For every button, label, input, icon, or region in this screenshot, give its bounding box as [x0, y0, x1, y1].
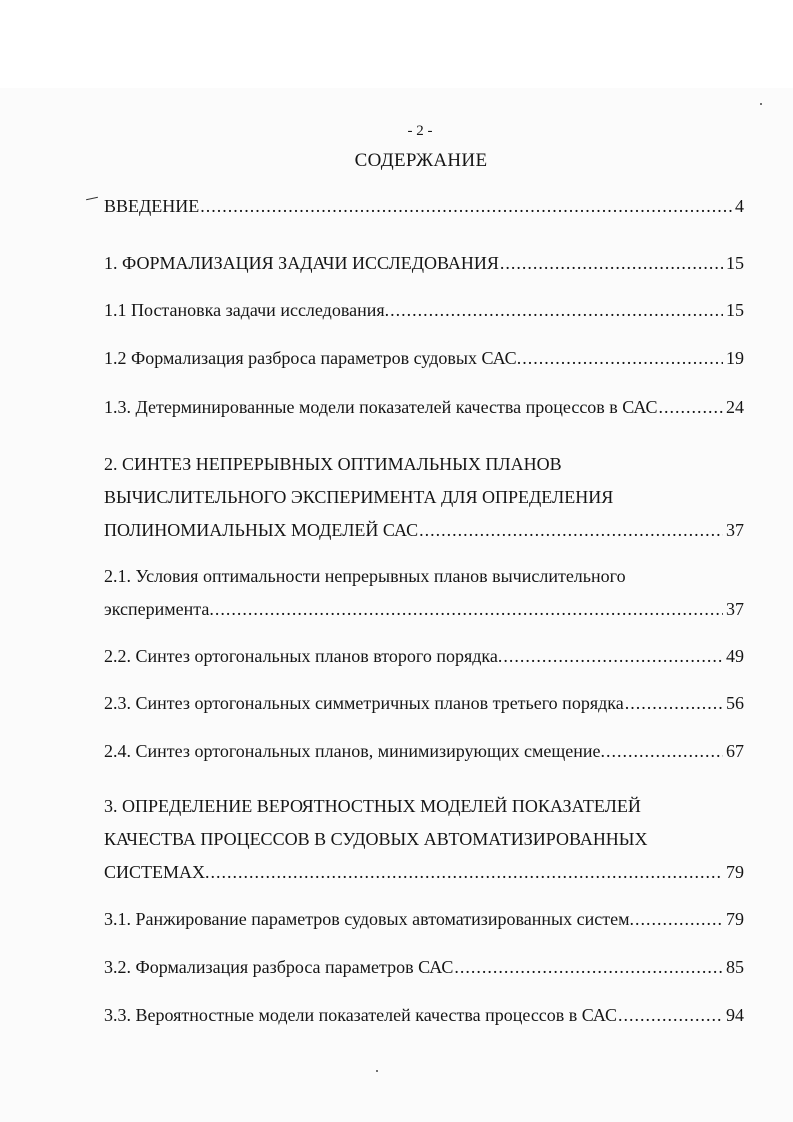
toc-entry-chapter-2[interactable]	[104, 448, 744, 547]
toc-entry-page: 24	[726, 397, 744, 417]
toc-entry-section-3-1[interactable]	[104, 903, 744, 936]
toc-entry-page: 37	[726, 520, 744, 540]
toc-entry-text: 3.3. Вероятностные модели показателей качества процессов в САС	[104, 1005, 618, 1025]
toc-entry-text: ВВЕДЕНИЕ	[104, 196, 200, 216]
toc-entry-page: 19	[726, 348, 744, 368]
page-number: - 2 -	[407, 123, 433, 139]
leader-dots	[522, 342, 723, 375]
toc-entry-chapter-1[interactable]	[104, 247, 744, 280]
scan-speck	[760, 103, 762, 105]
toc-entry-page: 94	[726, 1005, 744, 1025]
toc-entry-text: 1.1 Постановка задачи исследования.	[104, 300, 390, 320]
toc-entry-page: 79	[726, 862, 744, 882]
leader-dots	[635, 903, 723, 936]
scan-speck	[376, 1070, 378, 1072]
toc-entry-text: 2.1. Условия оптимальности непрерывных планов вычислительного	[104, 566, 626, 586]
toc-entry-text: 2.4. Синтез ортогональных планов, минимизирующих смещение.	[104, 741, 605, 761]
toc-entry-page: 85	[726, 957, 744, 977]
toc-entry-introduction[interactable]	[104, 190, 744, 223]
toc-entry-page: 49	[726, 646, 744, 666]
toc-entry-text: СИСТЕМАХ.	[104, 862, 210, 882]
toc-entry-text: 1.2 Формализация разброса параметров судовых САС.	[104, 348, 522, 368]
leader-dots	[659, 391, 723, 424]
leader-dots	[606, 735, 723, 768]
toc-entry-section-2-4[interactable]	[104, 735, 744, 768]
toc-entry-page: 15	[726, 253, 744, 273]
toc-entry-text: ПОЛИНОМИАЛЬНЫХ МОДЕЛЕЙ САС	[104, 520, 419, 540]
leader-dots	[390, 294, 723, 327]
toc-entry-section-1-1[interactable]	[104, 294, 744, 327]
toc-entry-text: эксперимента.	[104, 599, 214, 619]
toc-entry-text: 2.2. Синтез ортогональных планов второго порядка.	[104, 646, 503, 666]
leader-dots	[625, 687, 723, 720]
leader-dots	[500, 247, 723, 280]
toc-entry-text: КАЧЕСТВА ПРОЦЕССОВ В СУДОВЫХ АВТОМАТИЗИРОВАННЫХ	[104, 829, 648, 849]
leader-dots	[618, 999, 723, 1032]
toc-entry-text: 3.1. Ранжирование параметров судовых автоматизированных систем.	[104, 909, 634, 929]
toc-entry-text: 3.2. Формализация разброса параметров САС	[104, 957, 454, 977]
toc-entry-text: 2. СИНТЕЗ НЕПРЕРЫВНЫХ ОПТИМАЛЬНЫХ ПЛАНОВ	[104, 454, 562, 474]
toc-entry-page: 67	[726, 741, 744, 761]
leader-dots	[211, 856, 723, 889]
leader-dots	[215, 593, 723, 626]
toc-entry-page: 37	[726, 599, 744, 619]
toc-entry-text: 2.3. Синтез ортогональных симметричных планов третьего порядка	[104, 693, 624, 713]
toc-entry-section-3-2[interactable]	[104, 951, 744, 984]
toc-entry-text: 1. ФОРМАЛИЗАЦИЯ ЗАДАЧИ ИССЛЕДОВАНИЯ	[104, 253, 499, 273]
toc-entry-section-2-3[interactable]	[104, 687, 744, 720]
leader-dots	[419, 514, 723, 547]
leader-dots	[503, 640, 723, 673]
toc-entry-text: 1.3. Детерминированные модели показателей качества процессов в САС	[104, 397, 658, 417]
toc-entry-page: 15	[726, 300, 744, 320]
toc-entry-section-2-2[interactable]	[104, 640, 744, 673]
toc-title: СОДЕРЖАНИЕ	[354, 150, 488, 171]
toc-entry-section-1-2[interactable]	[104, 342, 744, 375]
toc-entry-section-2-1[interactable]	[104, 560, 744, 626]
toc-entry-page: 79	[726, 909, 744, 929]
toc-entry-section-3-3[interactable]	[104, 999, 744, 1032]
toc-entry-text: 3. ОПРЕДЕЛЕНИЕ ВЕРОЯТНОСТНЫХ МОДЕЛЕЙ ПОКАЗАТЕЛЕЙ	[104, 796, 641, 816]
toc-entry-text: ВЫЧИСЛИТЕЛЬНОГО ЭКСПЕРИМЕНТА ДЛЯ ОПРЕДЕЛЕНИЯ	[104, 487, 614, 507]
toc-entry-page: 4	[735, 196, 744, 216]
toc-entry-chapter-3[interactable]	[104, 790, 744, 889]
toc-entry-section-1-3[interactable]	[104, 391, 744, 424]
leader-dots	[200, 190, 732, 223]
toc-entry-page: 56	[726, 693, 744, 713]
leader-dots	[454, 951, 723, 984]
